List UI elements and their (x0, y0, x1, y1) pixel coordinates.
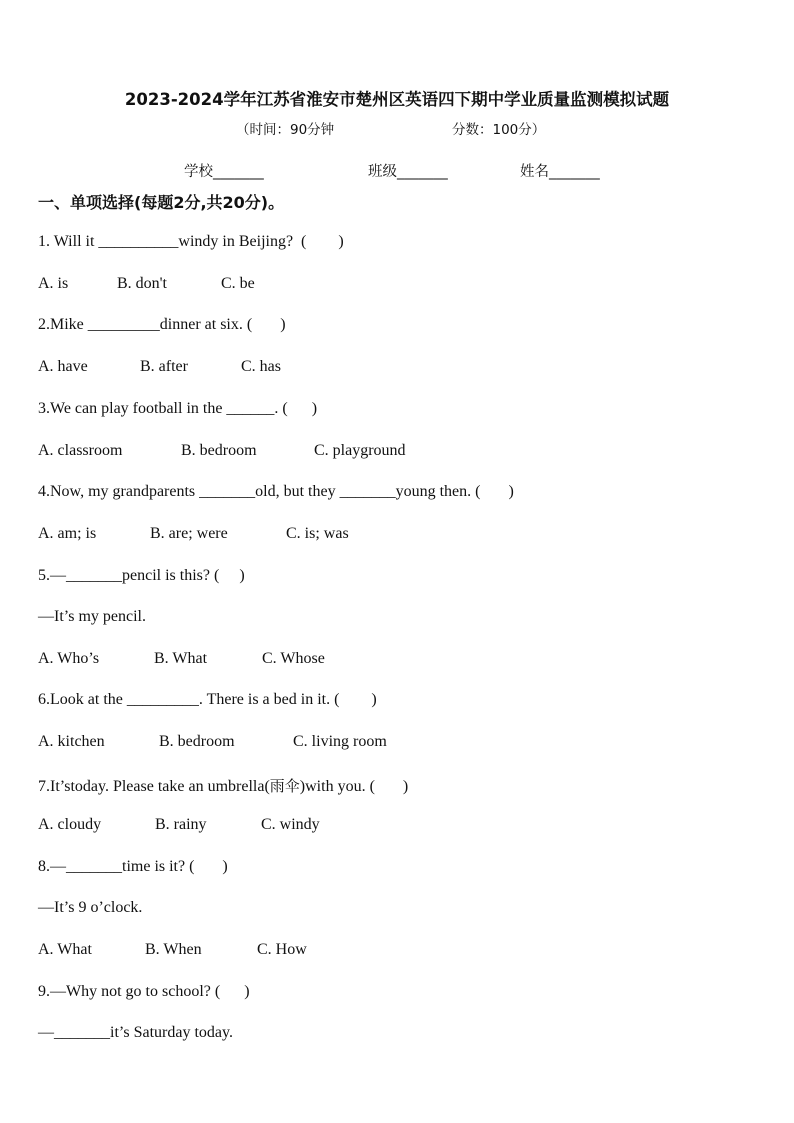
question-8-stem: 8.—_______time is it? ( ) (38, 858, 228, 875)
school-field: 学校_______ (184, 164, 264, 180)
question-3-stem: 3.We can play football in the ______. ( ) (38, 400, 318, 417)
question-4-option-a: A. am; is (38, 525, 97, 542)
question-5-stem: 5.—_______pencil is this? ( ) (38, 567, 245, 584)
question-8-option-b: B. When (145, 941, 202, 958)
question-2-option-c: C. has (241, 358, 281, 375)
question-6-option-c: C. living room (293, 733, 387, 750)
question-5-option-c: C. Whose (262, 650, 325, 667)
question-7-option-a: A. cloudy (38, 816, 102, 833)
question-1-option-c: C. be (221, 275, 255, 292)
question-1-stem: 1. Will it __________windy in Beijing? ( ) (38, 233, 344, 250)
question-7-stem-start: 7.It’stoday. Please take an umbrella( (38, 778, 270, 795)
exam-time: （时间：90分钟 (236, 122, 335, 138)
question-7-option-b: B. rainy (155, 816, 207, 833)
question-2-option-a: A. have (38, 358, 88, 375)
question-5-option-b: B. What (154, 650, 208, 667)
question-3-option-c: C. playground (314, 442, 406, 459)
question-6-option-b: B. bedroom (159, 733, 235, 750)
question-4-stem: 4.Now, my grandparents _______old, but they _______young then. ( ) (38, 483, 514, 500)
exam-title: 2023-2024学年江苏省淮安市楚州区英语四下期中学业质量监测模拟试题 (124, 90, 670, 109)
question-7-stem (38, 775, 408, 796)
class-field: 班级_______ (368, 164, 448, 180)
question-9-reply: —_______it’s Saturday today. (38, 1024, 233, 1041)
question-8-option-c: C. How (257, 941, 307, 958)
question-6-stem: 6.Look at the _________. There is a bed in it. ( ) (38, 691, 377, 708)
question-4-option-b: B. are; were (150, 525, 228, 542)
question-2-option-b: B. after (140, 358, 188, 375)
question-7-option-c: C. windy (261, 816, 320, 833)
question-4-option-c: C. is; was (286, 525, 349, 542)
name-field: 姓名_______ (520, 164, 600, 180)
question-1-option-a: A. is (38, 275, 69, 292)
question-8-option-a: A. What (38, 941, 92, 958)
question-9-stem: 9.—Why not go to school? ( ) (38, 983, 250, 1000)
question-1-option-b: B. don't (117, 275, 167, 292)
question-2-stem: 2.Mike _________dinner at six. ( ) (38, 316, 286, 333)
exam-score: 分数：100分） (452, 122, 546, 138)
question-3-option-a: A. classroom (38, 442, 123, 459)
question-6-option-a: A. kitchen (38, 733, 105, 750)
question-5-option-a: A. Who’s (38, 650, 100, 667)
question-3-option-b: B. bedroom (181, 442, 257, 459)
question-7-stem-end: )with you. ( ) (299, 778, 409, 795)
section-title: 一、单项选择(每题2分,共20分)。 (38, 193, 285, 212)
question-5-reply: —It’s my pencil. (38, 608, 146, 625)
question-7-stem-chinese: 雨伞 (269, 777, 300, 795)
question-8-reply: —It’s 9 o’clock. (38, 899, 143, 916)
